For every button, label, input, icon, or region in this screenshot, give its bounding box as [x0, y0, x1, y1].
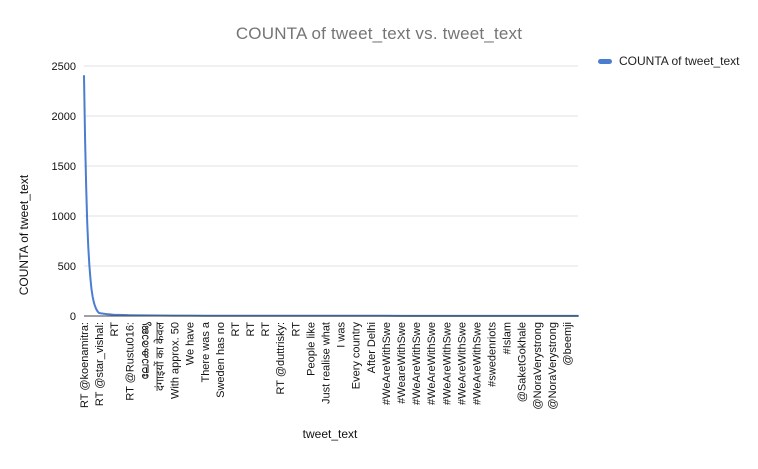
- x-category-label: RT @koenamitra:: [79, 322, 91, 408]
- x-category-label: Every country: [350, 322, 363, 390]
- x-category-label: #swedenriots: [486, 322, 499, 387]
- x-category-label: #WeAreWithSwe: [441, 322, 454, 405]
- x-category-label: #WeAreWithSwe: [471, 322, 484, 405]
- x-category-label: RT @duttrisky:: [275, 322, 288, 395]
- x-category-label: ലോകരാജ്യ: [139, 322, 152, 380]
- x-category-label: Sweden has no: [214, 322, 227, 398]
- gridlines: [84, 66, 578, 266]
- x-category-label: #WeAreWithSwe: [426, 322, 439, 405]
- x-category-label: RT @Rustu016:: [124, 322, 137, 401]
- x-category-label: RT: [245, 322, 257, 337]
- chart-title: COUNTA of tweet_text vs. tweet_text: [235, 24, 523, 43]
- series-line[interactable]: [84, 76, 578, 316]
- x-category-label: #WeAreWithSwe: [411, 322, 424, 405]
- x-category-label: RT: [229, 322, 242, 337]
- x-category-label: @NoraVerystrong: [531, 322, 544, 410]
- y-axis-tick-labels: [52, 61, 76, 323]
- legend[interactable]: [598, 54, 740, 68]
- x-axis-title: tweet_text: [302, 427, 358, 441]
- y-tick-label: 2000: [51, 111, 76, 123]
- x-category-label: Just realise what: [320, 322, 333, 404]
- x-category-label: There was a: [199, 322, 212, 383]
- x-category-label: RT: [260, 322, 273, 337]
- x-category-label: @SaketGokhale: [516, 322, 529, 403]
- x-category-label: After Delhi: [365, 322, 378, 374]
- x-category-label: #WeAreWithSwe: [380, 322, 393, 405]
- x-category-label: I was: [335, 322, 348, 348]
- x-category-label: #Islam: [501, 322, 514, 355]
- legend-line-marker: [598, 59, 612, 64]
- x-axis-category-labels: [79, 321, 574, 409]
- x-category-label: People like: [305, 322, 318, 376]
- y-tick-label: 1000: [51, 211, 76, 223]
- y-tick-label: 1500: [51, 161, 76, 173]
- x-category-label: With approx. 50: [169, 322, 182, 400]
- legend-label: COUNTA of tweet_text: [619, 54, 740, 68]
- x-category-label: #WeAreWithSwe: [456, 322, 469, 405]
- x-category-label: RT: [109, 322, 122, 337]
- x-category-label: @beemji: [562, 322, 574, 366]
- x-category-label: We have: [184, 322, 197, 366]
- x-category-label: #WeareWithSwe: [396, 322, 408, 404]
- y-tick-label: 500: [57, 261, 76, 273]
- x-category-label: RT: [290, 322, 303, 337]
- x-category-label: दंगाइयों का केवल: [154, 322, 167, 391]
- x-category-label: RT @star_vishal:: [94, 322, 107, 407]
- y-tick-label: 2500: [51, 61, 76, 73]
- y-tick-label: 0: [69, 311, 76, 323]
- x-category-label: @NoraVerystrong: [546, 322, 559, 410]
- y-axis-title: COUNTA of tweet_text: [17, 174, 31, 296]
